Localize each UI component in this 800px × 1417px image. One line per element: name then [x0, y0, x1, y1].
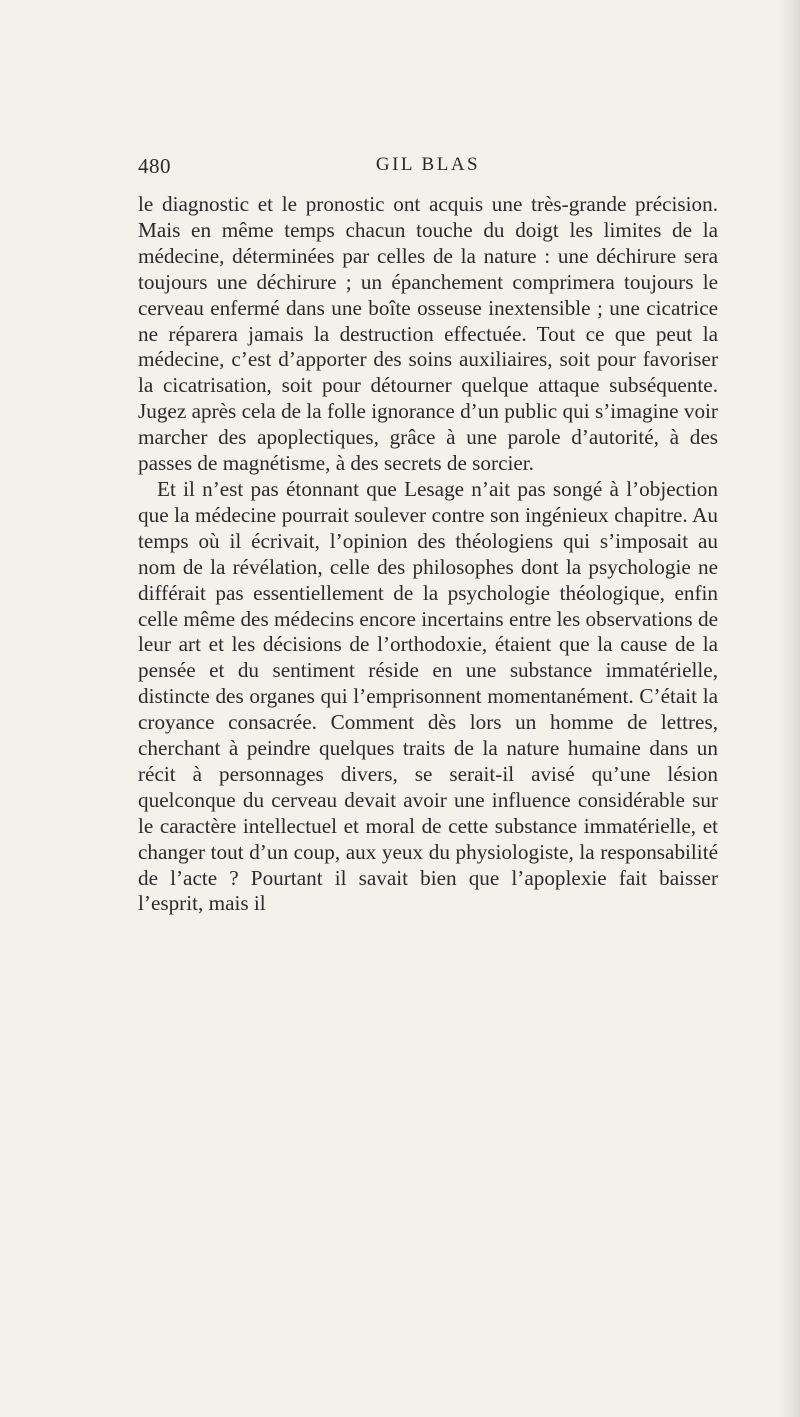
paragraph: Et il n’est pas étonnant que Lesage n’ait pas songé à l’objection que la médecine pourrait soulever contre son ingénieux chapitre. Au temps où il écrivait, l’opinion des théologiens qui s’imposait au nom de la révélation, celle des philosophes dont la psychologie ne différait pas essentiellement de la psychologie théologique, enfin celle même des médecins encore incertains entre les observations de leur art et les décisions de l’orthodoxie, étaient que la cause de la pensée et du sentiment réside en une substance immatérielle, distincte des organes qui l’emprisonnent momentanément. C’était la croyance consacrée. Comment dès lors un homme de lettres, cherchant à peindre quelques traits de la nature humaine dans un récit à personnages divers, se serait-il avisé qu’une lésion quelconque du cerveau devait avoir une influence considérable sur le caractère intellectuel et moral de cette substance immatérielle, et changer tout d’un coup, aux yeux du physiologiste, la responsabilité de l’acte ? Pourtant il savait bien que l’apoplexie fait baisser l’esprit, mais il: [138, 476, 718, 916]
running-head: [138, 154, 718, 184]
paragraph: le diagnostic et le pronostic ont acquis une très-grande précision. Mais en même temps chacun touche du doigt les limites de la médecine, déterminées par celles de la nature : une déchirure sera toujours une déchirure ; un épanchement comprimera toujours le cerveau enfermé dans une boîte osseuse inextensible ; une cicatrice ne réparera jamais la destruction effectuée. Tout ce que peut la médecine, c’est d’apporter des soins auxiliaires, soit pour favoriser la cicatrisation, soit pour détourner quelque attaque subséquente. Jugez après cela de la folle ignorance d’un public qui s’imagine voir marcher des apoplectiques, grâce à une parole d’autorité, à des passes de magnétisme, à des secrets de sorcier.: [138, 192, 718, 476]
page-edge-shadow: [778, 0, 800, 1417]
running-title: GIL BLAS: [375, 154, 481, 175]
page-number: 480: [138, 154, 171, 178]
body-text: [138, 192, 718, 917]
